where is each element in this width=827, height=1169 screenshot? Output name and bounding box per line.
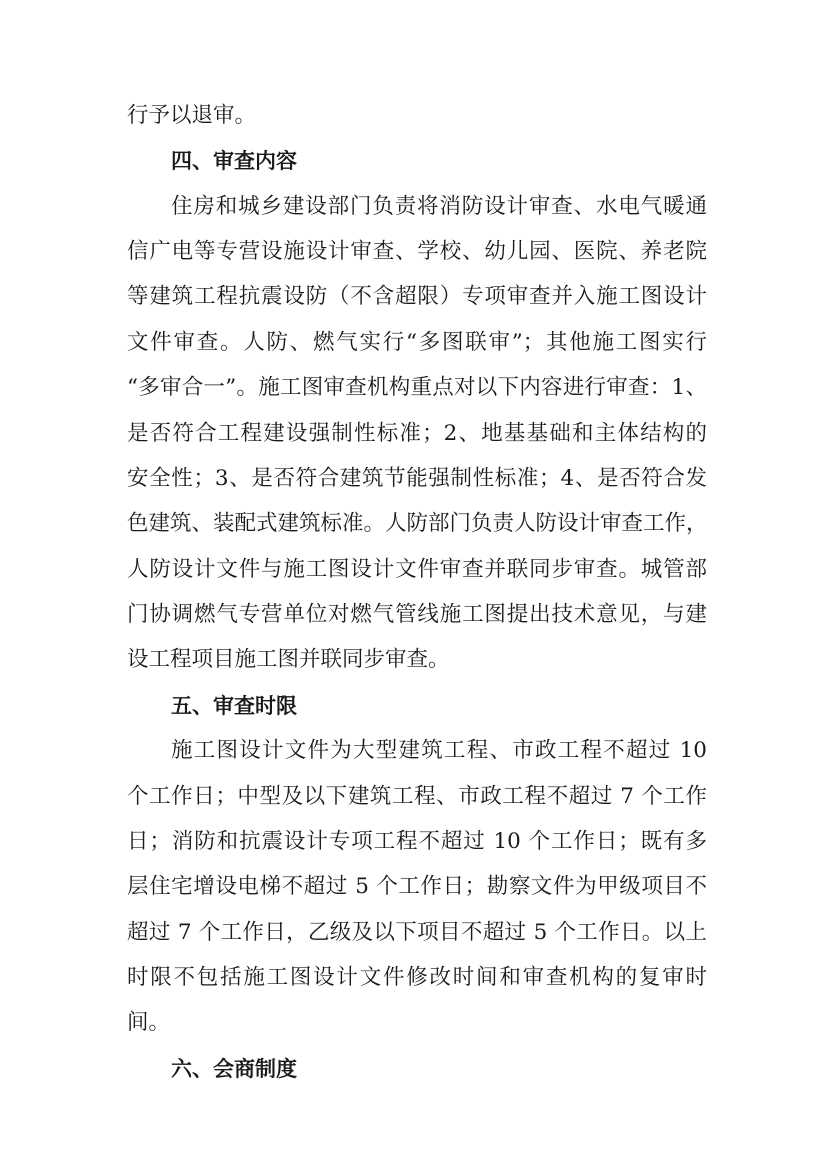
paragraph-line: 信广电等专营设施设计审查、学校、幼儿园、医院、养老院 [127,239,707,264]
paragraph-line: 行予以退审。 [127,103,257,128]
section-heading-consultation-system: 六、会商制度 [171,1057,297,1081]
paragraph-line: 是否符合工程建设强制性标准；2、地基基础和主体结构的 [127,421,707,446]
paragraph-line: 安全性；3、是否符合建筑节能强制性标准；4、是否符合发 [127,466,707,491]
paragraph-line: 色建筑、装配式建筑标准。人防部门负责人防设计审查工作， [127,511,708,536]
section-heading-review-time-limit: 五、审查时限 [171,694,297,718]
paragraph-line: 人防设计文件与施工图设计文件审查并联同步审查。城管部 [127,557,707,582]
paragraph-line: 日；消防和抗震设计专项工程不超过 10 个工作日；既有多 [127,829,707,854]
paragraph-line: 文件审查。人防、燃气实行“多图联审”；其他施工图实行 [127,330,707,355]
paragraph-line: 间。 [127,1010,171,1035]
paragraph-line: 等建筑工程抗震设防（不含超限）专项审查并入施工图设计 [127,284,707,309]
section-heading-review-content: 四、审查内容 [171,149,297,173]
paragraph-line: 层住宅增设电梯不超过 5 个工作日；勘察文件为甲级项目不 [127,874,707,899]
paragraph-line: 超过 7 个工作日，乙级及以下项目不超过 5 个工作日。以上 [127,920,707,945]
paragraph-line: 时限不包括施工图设计文件修改时间和审查机构的复审时 [127,965,707,990]
paragraph-line: 设工程项目施工图并联同步审查。 [127,647,450,672]
paragraph-line: 施工图设计文件为大型建筑工程、市政工程不超过 10 [171,738,707,763]
paragraph-line: 住房和城乡建设部门负责将消防设计审查、水电气暖通 [171,194,707,219]
paragraph-line: 门协调燃气专营单位对燃气管线施工图提出技术意见，与建 [127,602,707,627]
paragraph-line: “多审合一”。施工图审查机构重点对以下内容进行审查：1、 [127,375,707,400]
paragraph-line: 个工作日；中型及以下建筑工程、市政工程不超过 7 个工作 [127,784,707,809]
